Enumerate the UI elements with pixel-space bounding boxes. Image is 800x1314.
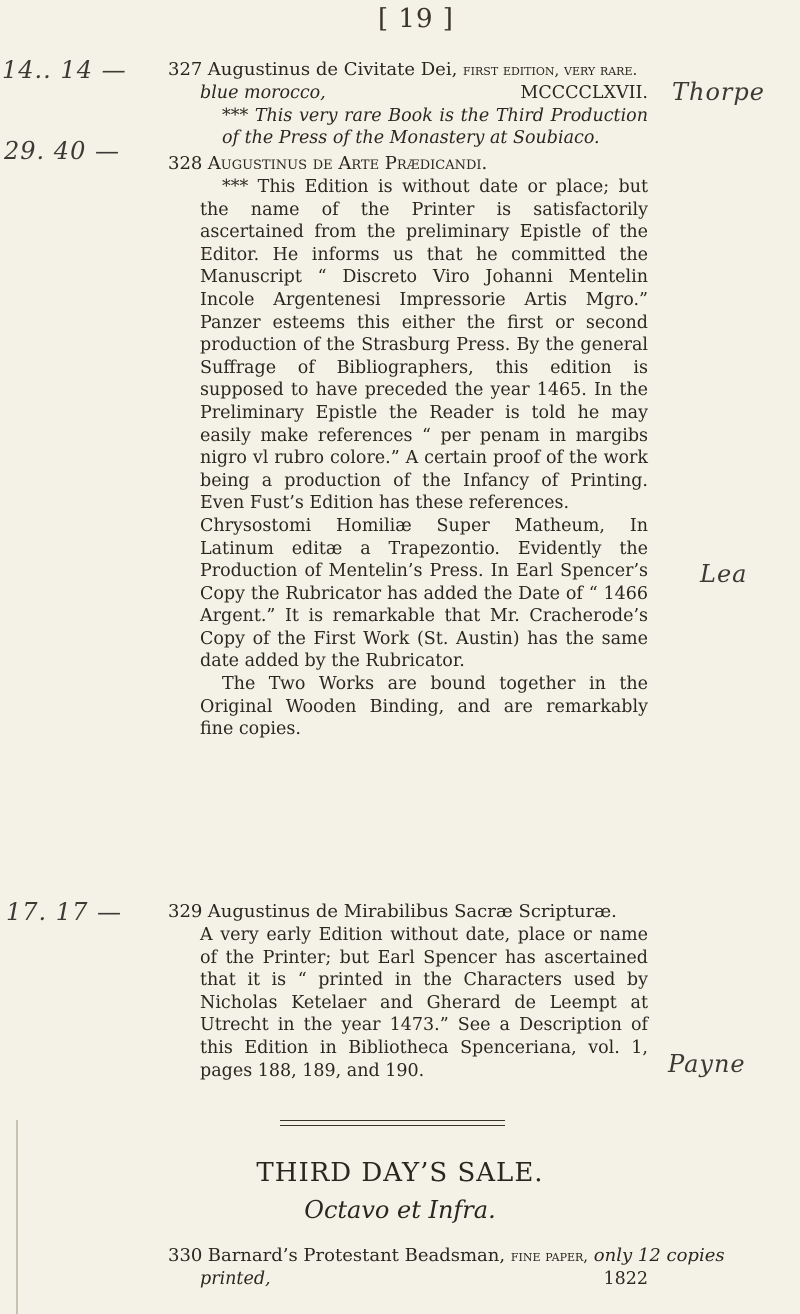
lot-327 bbox=[168, 58, 648, 150]
lot-330 bbox=[168, 1244, 725, 1291]
date: MCCCCLXVII. bbox=[520, 83, 648, 103]
handwritten-buyer-327: Thorpe bbox=[672, 78, 765, 106]
lot-329 bbox=[168, 900, 648, 1082]
handwritten-price-328: 29. 40 — bbox=[4, 137, 120, 165]
sale-heading: THIRD DAY’S SALE. bbox=[256, 1158, 544, 1188]
handwritten-price-327: 14.. 14 — bbox=[2, 56, 127, 84]
lot-number: 328 bbox=[168, 153, 203, 174]
lot-328 bbox=[168, 152, 648, 741]
lot-heading-smallcaps: first edition, very rare. bbox=[463, 61, 638, 79]
lot-number: 327 bbox=[168, 59, 203, 80]
sale-subheading: Octavo et Infra. bbox=[304, 1196, 496, 1224]
lot-note-binding: The Two Works are bound together in the Original Wooden Binding, and are remarkably fine copies. bbox=[200, 674, 648, 740]
section-divider bbox=[280, 1120, 505, 1126]
lot-number: 330 bbox=[168, 1245, 203, 1266]
lot-note: A very early Edition without date, place or name of the Printer; but Earl Spencer has ascertained that it is “ printed in the Characters used by Nicholas Ketelaer and Gherard de Leempt at Utrecht in the year 1473.” See a Description of this Edition in Bibliotheca Spenceriana, vol. 1, pages 188, 189, and 190. bbox=[200, 925, 648, 1081]
lot-note-second-work: Chrysostomi Homiliæ Super Matheum, In Latinum editæ a Trapezontio. Evidently the Production of Mentelin’s Press. In Earl Spencer’s Copy the Rubricator has added the Date of “ 1466 Argent.” It is remarkable that Mr. Cracherode’s Copy of the First Work (St. Austin) has the same date added by the Rubricator. bbox=[200, 515, 648, 672]
lot-heading: Augustinus de Arte Prædicandi. bbox=[207, 153, 488, 174]
lot-heading-italic: only 12 copies bbox=[593, 1245, 725, 1266]
lot-detail: printed, bbox=[200, 1269, 271, 1289]
binding: blue morocco, bbox=[200, 83, 326, 103]
lot-heading: Augustinus de Mirabilibus Sacræ Scripturæ. bbox=[207, 901, 617, 922]
handwritten-buyer-329: Payne bbox=[668, 1050, 746, 1078]
handwritten-buyer-328: Lea bbox=[700, 560, 748, 588]
date: 1822 bbox=[603, 1269, 648, 1289]
page-number: [ 19 ] bbox=[378, 4, 454, 34]
lot-number: 329 bbox=[168, 901, 203, 922]
lot-heading: Barnard’s Protestant Beadsman, bbox=[207, 1245, 506, 1266]
lot-note: *** This Edition is without date or place; but the name of the Printer is satisfactorily ascertained from the preliminary Epistle of the Editor. He informs us that he committed the Manuscript “ Discreto Viro Johanni Mentelin Incole Argentenesi Impressorie Artis Mgro.” Panzer esteems this either the first or second production of the Strasburg Press. By the general Suffrage of Bibliographers, this edition is supposed to have preceded the year 1465. In the Preliminary Epistle the Reader is told he may easily make references “ per penam in margibs nigro vl rubro colore.” A certain proof of the work being a production of the Infancy of Printing. Even Fust’s Edition has these references. bbox=[200, 177, 648, 514]
lot-note: *** This very rare Book is the Third Production of the Press of the Monastery at Soubiaco. bbox=[222, 105, 648, 149]
handwritten-price-329: 17. 17 — bbox=[6, 898, 122, 926]
page-edge-shadow bbox=[16, 1120, 18, 1314]
lot-heading: Augustinus de Civitate Dei, bbox=[207, 59, 458, 80]
lot-heading-smallcaps: fine paper, bbox=[510, 1247, 589, 1265]
